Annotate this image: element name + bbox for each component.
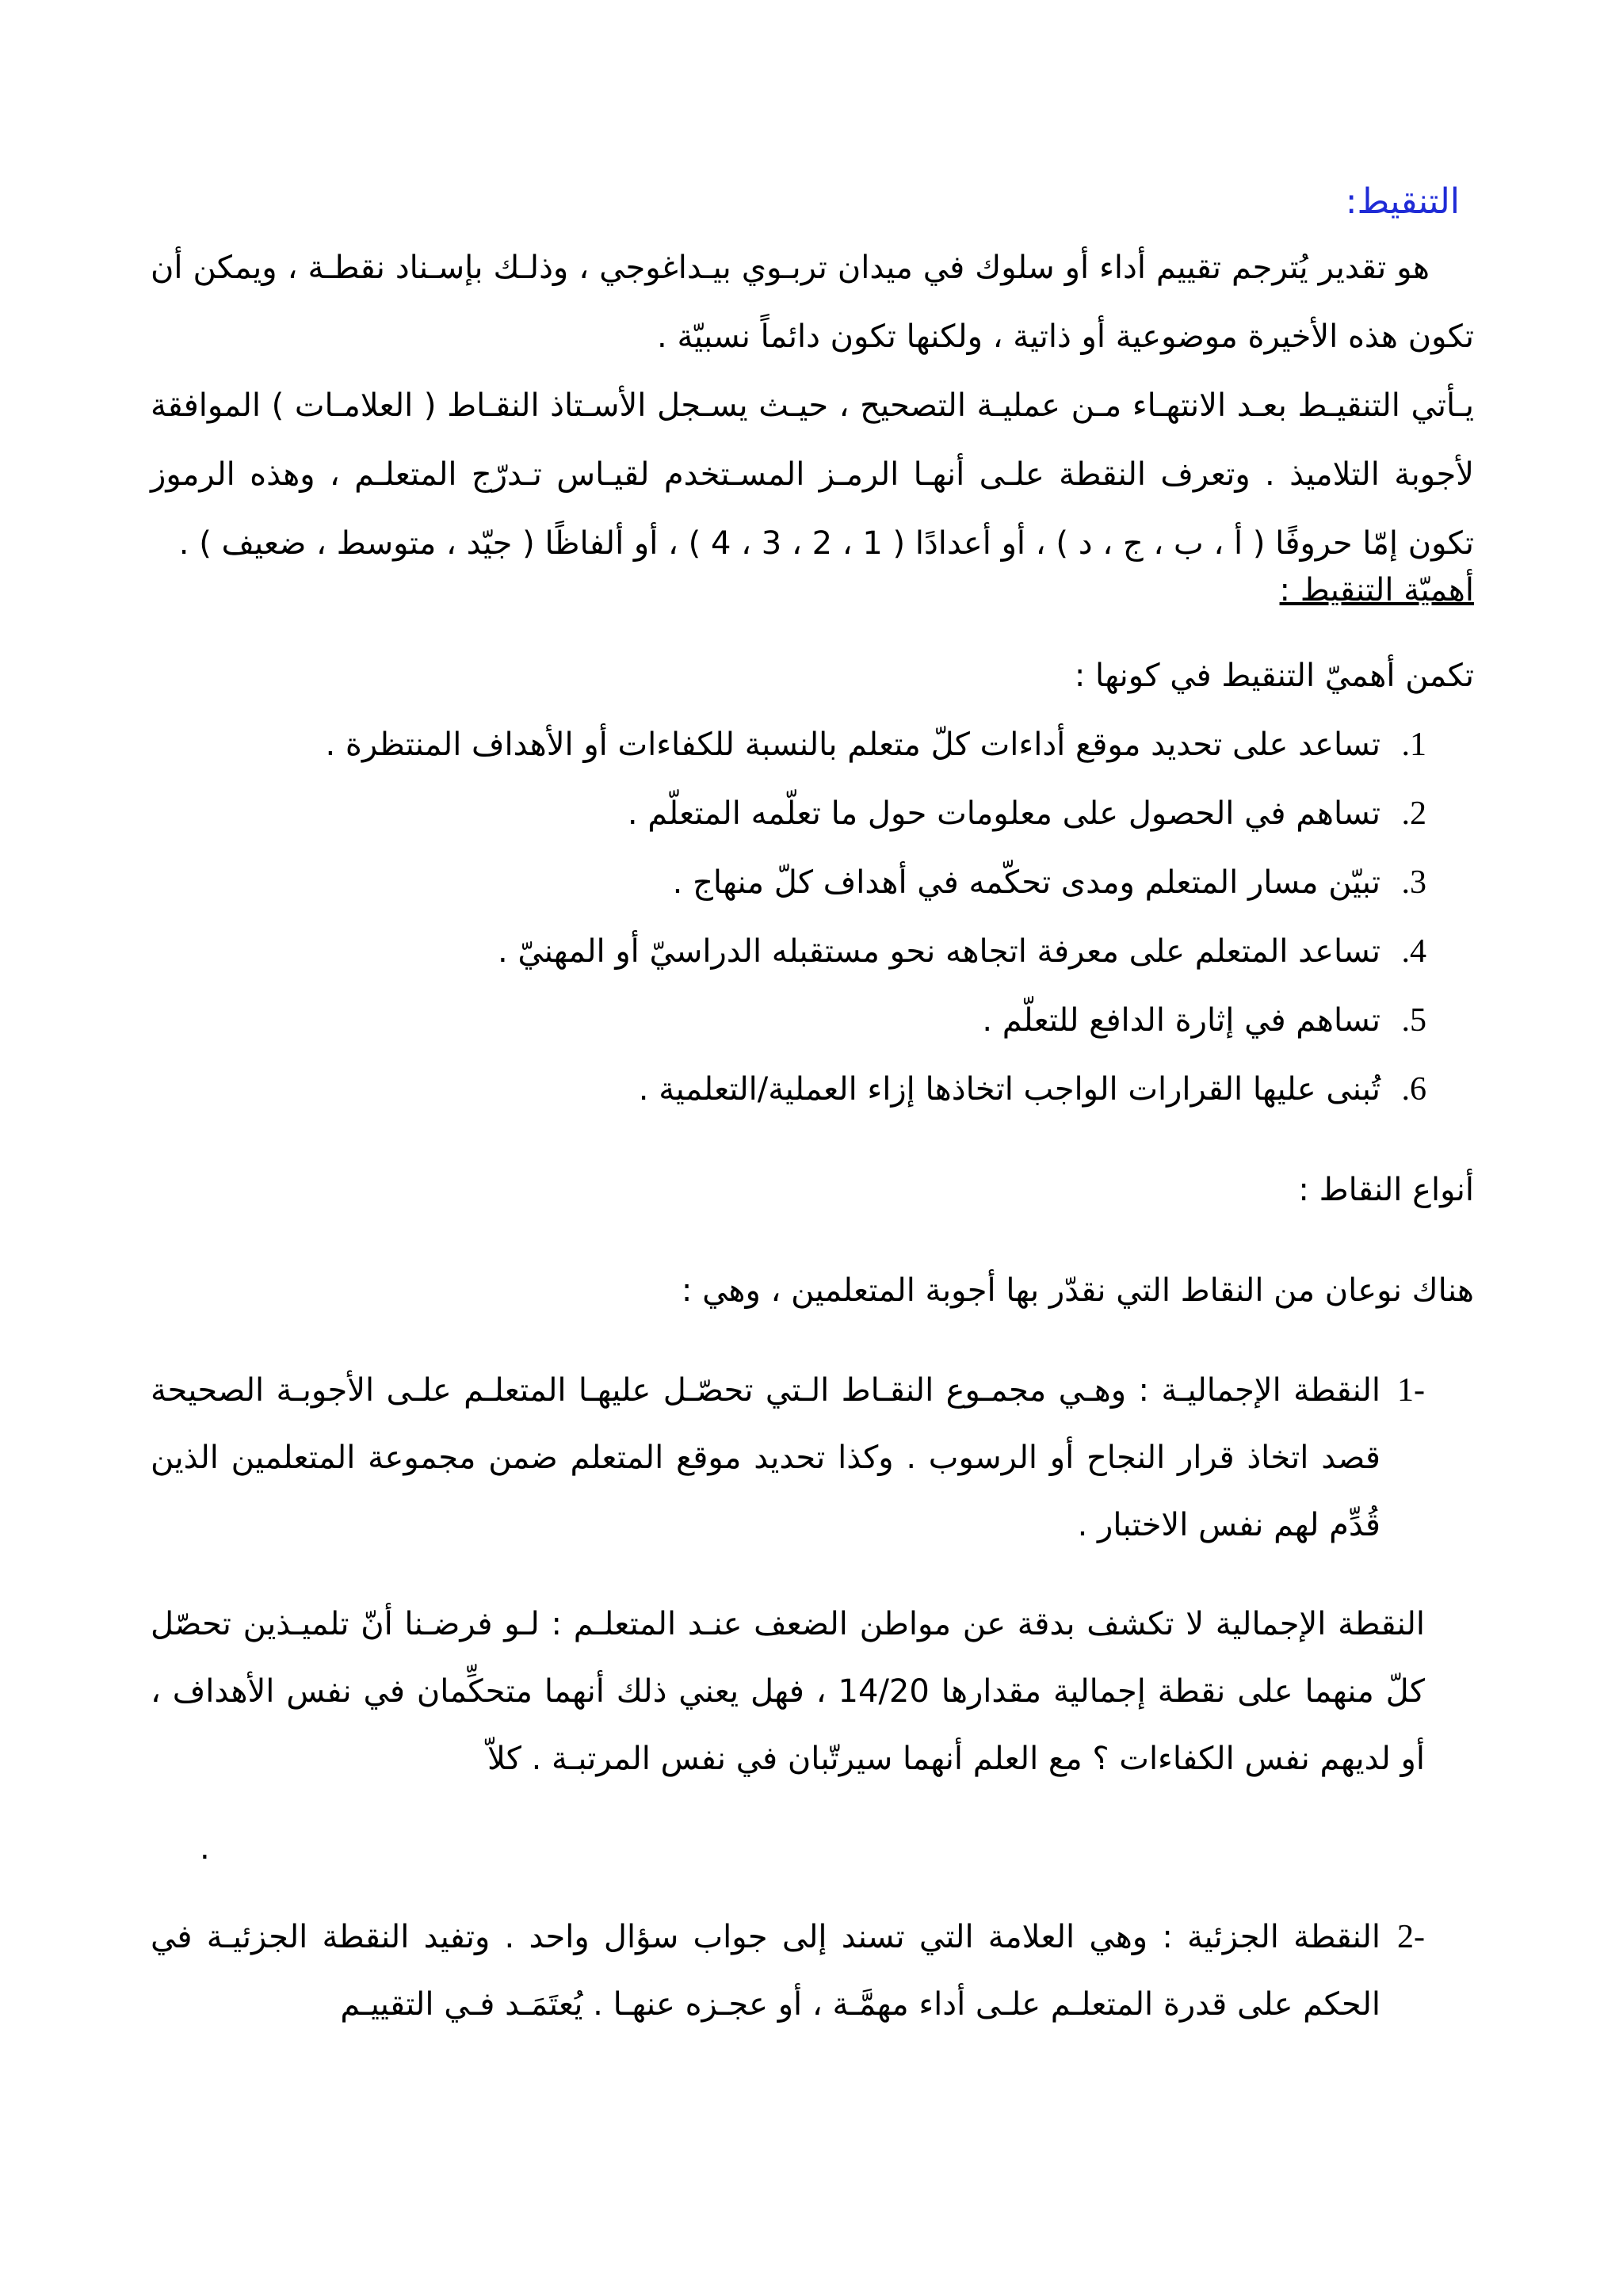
section-title-types: أنواع النقاط : xyxy=(1298,1172,1474,1208)
list-item-text: تساعد على تحديد موقع أداءات كلّ متعلم بالنسبة للكفاءات أو الأهداف المنتظرة . xyxy=(325,727,1381,763)
list-item xyxy=(151,1055,1474,1124)
list-item xyxy=(151,780,1474,849)
importance-intro: تكمن أهميّ التنقيط في كونها : xyxy=(1074,658,1474,694)
spacer xyxy=(151,1124,1474,1156)
list-item-text: تُبنى عليها القرارات الواجب اتخاذها إزاء العملية/التعلمية . xyxy=(638,1071,1381,1108)
spacer xyxy=(151,1872,1474,1904)
spacer xyxy=(151,610,1474,642)
list-item xyxy=(151,849,1474,917)
list-item xyxy=(151,986,1474,1055)
type-item-text: النقطة الإجماليـة : وهـي مجمـوع النقـاط الـتي تحصّـل عليهـا المتعلـم علـى الأجوبـة الصحيحة قصد اتخاذ قرار النجاح أو الرسوب . وكذا تحديد موقع المتعلم ضمن مجموعة المتعلمين الذين قُدِّم لهم نفس الاختبار . xyxy=(151,1372,1381,1543)
list-item-number: 3. xyxy=(1401,864,1426,901)
list-item-text: تساهم في إثارة الدافع للتعلّم . xyxy=(982,1002,1381,1039)
section-title-scoring: التنقيط: xyxy=(1345,181,1460,222)
type-item-number: -2 xyxy=(1397,1919,1425,1955)
list-item-text: تبيّن مسار المتعلم ومدى تحكّمه في أهداف كلّ منهاج . xyxy=(672,864,1381,901)
list-item-text: تساعد المتعلم على معرفة اتجاهه نحو مستقبله الدراسيّ أو المهنيّ . xyxy=(497,933,1381,970)
trailing-period: . xyxy=(200,1830,210,1867)
type-item-text: النقطة الجزئية : وهي العلامة التي تسند إلى جواب سؤال واحد . وتفيد النقطة الجزئيـة في الحكم على قدرة المتعلـم علـى أداء مهمَّـة ، أو عجـزه عنهـا . يُعتَمَـد فـي التقييـم xyxy=(151,1919,1381,2023)
document-page xyxy=(151,170,1474,2039)
types-intro: هناك نوعان من النقاط التي نقدّر بها أجوبة المتعلمين ، وهي : xyxy=(681,1272,1474,1309)
list-item-number: 5. xyxy=(1401,1002,1426,1039)
list-item-number: 1. xyxy=(1401,727,1426,763)
section-title-importance: أهميّة التنقيط : xyxy=(1279,572,1474,608)
importance-list xyxy=(151,711,1474,1124)
scoring-timing-paragraph: يـأتي التنقيـط بعـد الانتهـاء مـن عمليـة التصحيح ، حيـث يسـجل الأسـتاذ النقـاط ( العلامـات ) الموافقة لأجوبة التلاميذ . وتعرف النقطة علـى أنهـا الرمـز المسـتخدم لقيـاس تـدرّج المتعلـم ، وهذه الرموز تكون إمّا حروفًا ( أ ، ب ، ج ، د ) ، أو أعدادًا ( 1 ، 2 ، 3 ، 4 ) ، أو ألفاظًا ( جيّد ، متوسط ، ضعيف ) . xyxy=(151,387,1474,562)
list-item-number: 6. xyxy=(1401,1071,1426,1108)
spacer xyxy=(151,1225,1474,1257)
list-item-number: 2. xyxy=(1401,795,1426,832)
spacer xyxy=(151,1325,1474,1357)
overall-score-note: النقطة الإجمالية لا تكشف بدقة عن مواطن الضعف عنـد المتعلـم : لـو فرضـنا أنّ تلميـذين تحصّل كلّ منهما على نقطة إجمالية مقدارها 14/20 ، فهل يعني ذلك أنهما متحكِّمان في نفس الأهداف ، أو لديهم نفس الكفاءات ؟ مع العلم أنهما سيرتّبان في نفس المرتبـة . كلاّ xyxy=(151,1606,1425,1777)
list-item xyxy=(151,917,1474,986)
type-item-number: -1 xyxy=(1397,1372,1425,1409)
type-item-partial xyxy=(151,1904,1474,2039)
type-item-overall xyxy=(151,1357,1474,1559)
list-item-text: تساهم في الحصول على معلومات حول ما تعلّمه المتعلّم . xyxy=(627,795,1381,832)
definition-paragraph: هو تقدير يُترجم تقييم أداء أو سلوك في ميدان تربـوي بيـداغوجي ، وذلـك بإسـناد نقطـة ، ويمكن أن تكون هذه الأخيرة موضوعية أو ذاتية ، ولكنها تكون دائماً نسبيّة . xyxy=(151,250,1474,355)
list-item-number: 4. xyxy=(1401,933,1426,970)
list-item xyxy=(151,711,1474,780)
